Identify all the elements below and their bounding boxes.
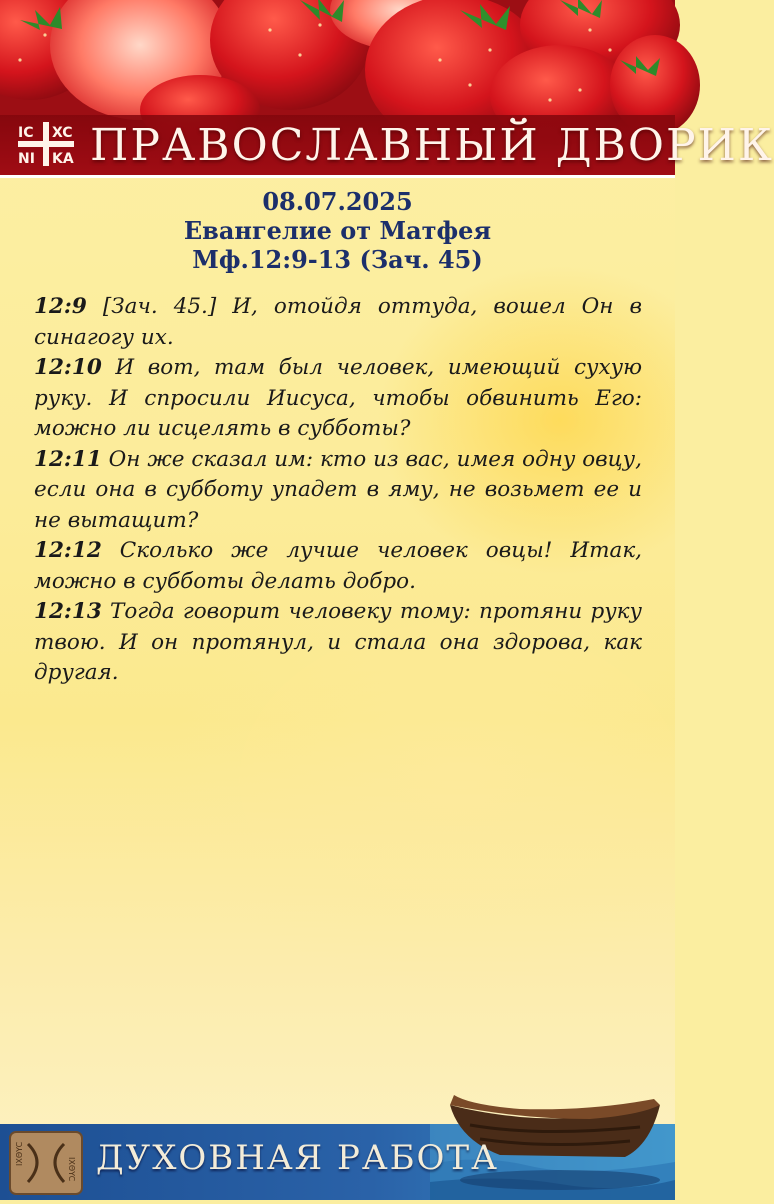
reading-heading bbox=[0, 187, 675, 275]
logo-letters-ka: KA bbox=[52, 151, 74, 167]
verse-list bbox=[34, 292, 642, 689]
logo-letters-ni: NI bbox=[18, 151, 35, 167]
header-divider bbox=[0, 175, 675, 178]
verse-text: Тогда говорит человеку тому: протяни руку твою. И он протянул, и стала она здорова, как другая. bbox=[34, 599, 642, 685]
verse-text: Сколько же лучше человек овцы! Итак, можно в субботы делать добро. bbox=[34, 538, 642, 594]
verse bbox=[34, 597, 642, 689]
verse-number: 12:13 bbox=[34, 599, 102, 624]
orthodox-cross-icon bbox=[14, 120, 78, 168]
brand-title: ПРАВОСЛАВНЫЙ ДВОРИК bbox=[90, 120, 774, 171]
logo-letters-xc: XC bbox=[52, 125, 73, 141]
fish-icon bbox=[10, 1132, 82, 1194]
reading-reference: Мф.12:9-13 (Зач. 45) bbox=[192, 245, 483, 274]
verse-text: Он же сказал им: кто из вас, имея одну овцу, если она в субботу упадет в яму, не возьмет ее и не вытащит? bbox=[34, 446, 642, 533]
verse bbox=[34, 536, 642, 597]
logo-letters-ic: IC bbox=[18, 125, 34, 141]
verse-number: 12:12 bbox=[34, 538, 102, 563]
verse-text: И вот, там был человек, имеющий сухую руку. И спросили Иисуса, чтобы обвинить Его: можно ли исцелять в субботы? bbox=[34, 355, 642, 441]
verse bbox=[34, 445, 642, 537]
verse bbox=[34, 353, 642, 445]
footer-title: ДУХОВНАЯ РАБОТА bbox=[96, 1138, 499, 1178]
verse-number: 12:9 bbox=[34, 294, 87, 319]
verse-number: 12:10 bbox=[34, 355, 102, 380]
verse-number: 12:11 bbox=[34, 446, 102, 472]
reading-date: 08.07.2025 bbox=[262, 187, 413, 216]
gospel-name: Евангелие от Матфея bbox=[183, 216, 492, 245]
fish-letters-right: IXΘYC bbox=[67, 1157, 76, 1182]
fish-letters-left: IXΘYC bbox=[15, 1141, 24, 1166]
verse-text: [Зач. 45.] И, отойдя оттуда, вошел Он в синагогу их. bbox=[34, 294, 642, 350]
verse bbox=[34, 292, 642, 353]
